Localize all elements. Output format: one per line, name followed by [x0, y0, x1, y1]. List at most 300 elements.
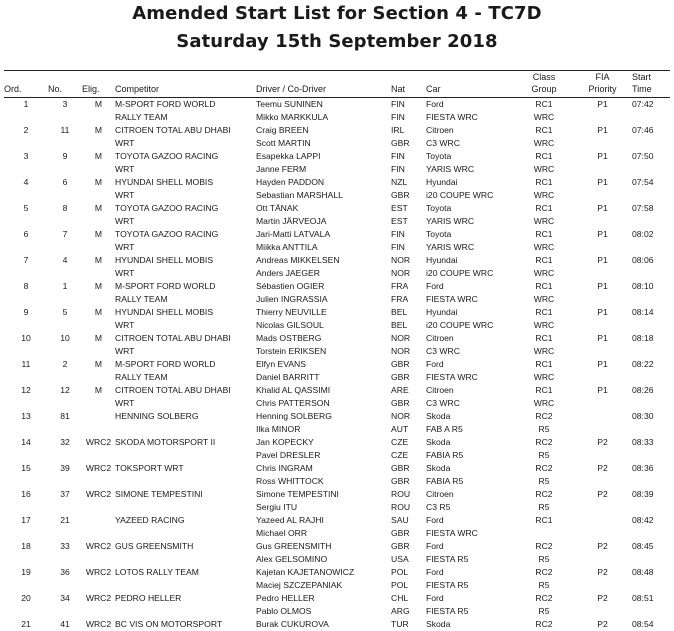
cell-elig: M	[82, 150, 115, 163]
cell-driver: Ott TÄNAK	[256, 202, 391, 215]
cell-empty	[82, 319, 115, 332]
cell-no: 5	[48, 306, 82, 319]
cell-nat: SAU	[391, 514, 426, 527]
table-row-sub	[4, 475, 670, 488]
cell-group: R5	[515, 501, 573, 514]
cell-group: WRC	[515, 215, 573, 228]
cell-nat: NOR	[391, 410, 426, 423]
col-ord: Ord.	[4, 71, 48, 98]
table-row	[4, 566, 670, 579]
cell-empty	[4, 345, 48, 358]
cell-driver: Andreas MIKKELSEN	[256, 254, 391, 267]
cell-nat-codriver: GBR	[391, 371, 426, 384]
cell-empty	[573, 371, 632, 384]
cell-elig: M	[82, 332, 115, 345]
cell-empty	[4, 163, 48, 176]
cell-empty	[48, 475, 82, 488]
cell-priority	[573, 514, 632, 527]
cell-no: 10	[48, 332, 82, 345]
cell-empty	[4, 241, 48, 254]
cell-priority: P1	[573, 332, 632, 345]
cell-no: 32	[48, 436, 82, 449]
cell-codriver: Ross WHITTOCK	[256, 475, 391, 488]
cell-elig: M	[82, 306, 115, 319]
cell-driver: Burak CUKUROVA	[256, 618, 391, 631]
col-car: Car	[426, 71, 515, 98]
table-row-sub	[4, 163, 670, 176]
cell-nat-codriver: GBR	[391, 527, 426, 540]
cell-codriver: Anders JAEGER	[256, 267, 391, 280]
cell-group: WRC	[515, 397, 573, 410]
table-row	[4, 98, 670, 112]
col-class-group-line2: Group	[531, 84, 556, 94]
cell-priority: P2	[573, 592, 632, 605]
table-row-sub	[4, 241, 670, 254]
cell-empty	[4, 423, 48, 436]
cell-codriver: Nicolas GILSOUL	[256, 319, 391, 332]
cell-empty	[632, 189, 670, 202]
cell-car: Skoda	[426, 618, 515, 631]
cell-elig: WRC2	[82, 462, 115, 475]
cell-car-model: FABIA R5	[426, 475, 515, 488]
cell-competitor: CITROEN TOTAL ABU DHABI	[115, 384, 256, 397]
cell-start-time: 07:58	[632, 202, 670, 215]
cell-nat-codriver: FIN	[391, 241, 426, 254]
cell-competitor-line2: RALLY TEAM	[115, 293, 256, 306]
cell-nat: ROU	[391, 488, 426, 501]
cell-empty	[48, 423, 82, 436]
cell-car-model: i20 COUPE WRC	[426, 189, 515, 202]
table-row-sub	[4, 319, 670, 332]
cell-empty	[82, 345, 115, 358]
cell-competitor: CITROEN TOTAL ABU DHABI	[115, 124, 256, 137]
cell-priority: P1	[573, 98, 632, 112]
cell-empty	[4, 189, 48, 202]
cell-elig: M	[82, 280, 115, 293]
cell-group: WRC	[515, 267, 573, 280]
cell-priority: P2	[573, 488, 632, 501]
cell-empty	[82, 605, 115, 618]
cell-empty	[632, 423, 670, 436]
cell-nat-codriver: FIN	[391, 163, 426, 176]
cell-car-model: YARIS WRC	[426, 241, 515, 254]
cell-elig: WRC2	[82, 592, 115, 605]
cell-empty	[4, 319, 48, 332]
cell-codriver: Scott MARTIN	[256, 137, 391, 150]
cell-nat-codriver: GBR	[391, 137, 426, 150]
col-class-group-line1: Class	[533, 72, 556, 82]
cell-car-model: YARIS WRC	[426, 163, 515, 176]
cell-car-model: FAB A R5	[426, 423, 515, 436]
cell-class: RC2	[515, 488, 573, 501]
cell-start-time: 07:50	[632, 150, 670, 163]
cell-car-model: FIESTA WRC	[426, 527, 515, 540]
cell-nat-codriver: AUT	[391, 423, 426, 436]
cell-empty	[48, 163, 82, 176]
cell-empty	[573, 163, 632, 176]
cell-driver: Yazeed AL RAJHI	[256, 514, 391, 527]
cell-nat: NOR	[391, 254, 426, 267]
cell-empty	[4, 579, 48, 592]
cell-class: RC2	[515, 540, 573, 553]
cell-empty	[4, 475, 48, 488]
cell-elig: M	[82, 384, 115, 397]
cell-ord: 17	[4, 514, 48, 527]
cell-group: WRC	[515, 319, 573, 332]
cell-competitor: PEDRO HELLER	[115, 592, 256, 605]
cell-competitor: M-SPORT FORD WORLD	[115, 358, 256, 371]
cell-class: RC1	[515, 150, 573, 163]
cell-empty	[4, 215, 48, 228]
cell-empty	[48, 293, 82, 306]
table-row-sub	[4, 397, 670, 410]
cell-group: WRC	[515, 345, 573, 358]
table-row-sub	[4, 345, 670, 358]
cell-car: Skoda	[426, 410, 515, 423]
cell-no: 8	[48, 202, 82, 215]
table-row	[4, 592, 670, 605]
cell-competitor: SKODA MOTORSPORT II	[115, 436, 256, 449]
cell-nat: ARE	[391, 384, 426, 397]
cell-empty	[632, 293, 670, 306]
cell-empty	[82, 423, 115, 436]
cell-competitor-line2	[115, 605, 256, 618]
cell-no: 1	[48, 280, 82, 293]
cell-nat: FIN	[391, 228, 426, 241]
cell-nat-codriver: BEL	[391, 319, 426, 332]
cell-car-model: FABIA R5	[426, 449, 515, 462]
cell-start-time: 08:14	[632, 306, 670, 319]
table-row	[4, 618, 670, 631]
table-row-sub	[4, 137, 670, 150]
cell-ord: 1	[4, 98, 48, 112]
cell-empty	[82, 189, 115, 202]
cell-class: RC1	[515, 514, 573, 527]
cell-priority: P1	[573, 228, 632, 241]
cell-ord: 14	[4, 436, 48, 449]
cell-ord: 9	[4, 306, 48, 319]
cell-start-time: 08:30	[632, 410, 670, 423]
cell-group: WRC	[515, 111, 573, 124]
cell-competitor: M-SPORT FORD WORLD	[115, 98, 256, 112]
cell-driver: Pedro HELLER	[256, 592, 391, 605]
cell-empty	[4, 371, 48, 384]
cell-no: 33	[48, 540, 82, 553]
cell-competitor: TOKSPORT WRT	[115, 462, 256, 475]
cell-no: 36	[48, 566, 82, 579]
cell-no: 9	[48, 150, 82, 163]
cell-ord: 7	[4, 254, 48, 267]
cell-driver: Chris INGRAM	[256, 462, 391, 475]
cell-nat: GBR	[391, 358, 426, 371]
cell-driver: Teemu SUNINEN	[256, 98, 391, 112]
cell-competitor: YAZEED RACING	[115, 514, 256, 527]
cell-empty	[4, 527, 48, 540]
cell-nat: EST	[391, 202, 426, 215]
cell-nat: GBR	[391, 462, 426, 475]
cell-class: RC2	[515, 462, 573, 475]
cell-empty	[4, 137, 48, 150]
cell-nat-codriver: NOR	[391, 267, 426, 280]
cell-competitor-line2	[115, 553, 256, 566]
cell-competitor: TOYOTA GAZOO RACING	[115, 150, 256, 163]
cell-empty	[82, 267, 115, 280]
cell-empty	[573, 241, 632, 254]
cell-car: Skoda	[426, 436, 515, 449]
table-row-sub	[4, 111, 670, 124]
cell-group: R5	[515, 449, 573, 462]
cell-start-time: 08:48	[632, 566, 670, 579]
cell-no: 12	[48, 384, 82, 397]
cell-competitor-line2	[115, 423, 256, 436]
cell-codriver: Mikko MARKKULA	[256, 111, 391, 124]
col-driver: Driver / Co-Driver	[256, 71, 391, 98]
cell-ord: 21	[4, 618, 48, 631]
cell-competitor-line2: WRT	[115, 137, 256, 150]
cell-car: Ford	[426, 358, 515, 371]
cell-competitor: TOYOTA GAZOO RACING	[115, 202, 256, 215]
cell-codriver: Janne FERM	[256, 163, 391, 176]
cell-car-model: YARIS WRC	[426, 215, 515, 228]
col-start-time-line2: Time	[632, 84, 652, 94]
cell-elig	[82, 514, 115, 527]
cell-group: R5	[515, 423, 573, 436]
table-row-sub	[4, 267, 670, 280]
cell-competitor-line2: RALLY TEAM	[115, 371, 256, 384]
cell-class: RC1	[515, 306, 573, 319]
cell-nat-codriver: FIN	[391, 111, 426, 124]
cell-car: Toyota	[426, 202, 515, 215]
cell-codriver: Alex GELSOMINO	[256, 553, 391, 566]
cell-ord: 2	[4, 124, 48, 137]
cell-car-model: i20 COUPE WRC	[426, 267, 515, 280]
cell-nat-codriver: FRA	[391, 293, 426, 306]
cell-competitor: GUS GREENSMITH	[115, 540, 256, 553]
cell-empty	[82, 163, 115, 176]
cell-empty	[82, 527, 115, 540]
cell-nat: NOR	[391, 332, 426, 345]
cell-empty	[4, 267, 48, 280]
col-elig: Elig.	[82, 71, 115, 98]
cell-priority: P1	[573, 202, 632, 215]
cell-car: Hyundai	[426, 176, 515, 189]
cell-no: 41	[48, 618, 82, 631]
cell-no: 21	[48, 514, 82, 527]
cell-priority: P2	[573, 462, 632, 475]
cell-empty	[632, 475, 670, 488]
cell-car: Citroen	[426, 488, 515, 501]
cell-start-time: 08:22	[632, 358, 670, 371]
cell-car: Toyota	[426, 150, 515, 163]
table-row	[4, 358, 670, 371]
cell-empty	[632, 501, 670, 514]
cell-codriver: Maciej SZCZEPANIAK	[256, 579, 391, 592]
cell-start-time: 07:54	[632, 176, 670, 189]
cell-empty	[82, 371, 115, 384]
cell-priority: P1	[573, 306, 632, 319]
cell-empty	[4, 605, 48, 618]
cell-ord: 13	[4, 410, 48, 423]
cell-nat-codriver: NOR	[391, 345, 426, 358]
cell-group: R5	[515, 605, 573, 618]
cell-elig: M	[82, 358, 115, 371]
cell-priority: P2	[573, 618, 632, 631]
cell-empty	[632, 527, 670, 540]
cell-class: RC1	[515, 280, 573, 293]
col-start-time-line1: Start	[632, 72, 651, 82]
cell-start-time: 08:54	[632, 618, 670, 631]
cell-driver: Khalid AL QASSIMI	[256, 384, 391, 397]
col-start-time	[632, 71, 670, 98]
cell-nat: IRL	[391, 124, 426, 137]
cell-empty	[632, 579, 670, 592]
cell-driver: Gus GREENSMITH	[256, 540, 391, 553]
cell-driver: Elfyn EVANS	[256, 358, 391, 371]
cell-empty	[82, 111, 115, 124]
table-row	[4, 488, 670, 501]
cell-no: 11	[48, 124, 82, 137]
cell-nat: NZL	[391, 176, 426, 189]
table-row	[4, 332, 670, 345]
cell-class: RC1	[515, 176, 573, 189]
cell-empty	[573, 423, 632, 436]
cell-empty	[82, 215, 115, 228]
cell-codriver: Sergiu ITU	[256, 501, 391, 514]
table-row	[4, 540, 670, 553]
cell-start-time: 07:42	[632, 98, 670, 112]
cell-class: RC1	[515, 384, 573, 397]
cell-car-model: FIESTA R5	[426, 605, 515, 618]
cell-nat: GBR	[391, 540, 426, 553]
cell-codriver: Martin JÄRVEOJA	[256, 215, 391, 228]
cell-driver: Esapekka LAPPI	[256, 150, 391, 163]
cell-elig: M	[82, 98, 115, 112]
cell-car: Ford	[426, 566, 515, 579]
cell-empty	[632, 449, 670, 462]
cell-empty	[573, 267, 632, 280]
table-row-sub	[4, 579, 670, 592]
table-row-sub	[4, 293, 670, 306]
cell-empty	[632, 605, 670, 618]
cell-group: WRC	[515, 137, 573, 150]
cell-competitor-line2	[115, 449, 256, 462]
col-nat: Nat	[391, 71, 426, 98]
cell-codriver: Michael ORR	[256, 527, 391, 540]
cell-driver: Kajetan KAJETANOWICZ	[256, 566, 391, 579]
cell-empty	[573, 527, 632, 540]
cell-priority: P1	[573, 176, 632, 189]
cell-nat-codriver: GBR	[391, 189, 426, 202]
cell-competitor: HYUNDAI SHELL MOBIS	[115, 176, 256, 189]
cell-competitor-line2: WRT	[115, 163, 256, 176]
cell-class: RC2	[515, 592, 573, 605]
cell-competitor-line2: RALLY TEAM	[115, 111, 256, 124]
cell-group: WRC	[515, 293, 573, 306]
cell-competitor: HYUNDAI SHELL MOBIS	[115, 254, 256, 267]
cell-group: WRC	[515, 371, 573, 384]
cell-empty	[573, 215, 632, 228]
cell-empty	[82, 579, 115, 592]
cell-competitor-line2	[115, 579, 256, 592]
cell-competitor-line2	[115, 527, 256, 540]
page-title: Amended Start List for Section 4 - TC7D	[0, 3, 674, 24]
cell-car-model: FIESTA R5	[426, 579, 515, 592]
cell-car-model: C3 R5	[426, 501, 515, 514]
table-row	[4, 228, 670, 241]
cell-empty	[632, 553, 670, 566]
cell-class: RC1	[515, 98, 573, 112]
table-row-sub	[4, 371, 670, 384]
cell-ord: 15	[4, 462, 48, 475]
cell-class: RC2	[515, 436, 573, 449]
cell-elig: M	[82, 176, 115, 189]
cell-empty	[573, 319, 632, 332]
cell-group	[515, 527, 573, 540]
cell-ord: 19	[4, 566, 48, 579]
cell-car-model: i20 COUPE WRC	[426, 319, 515, 332]
cell-codriver: Chris PATTERSON	[256, 397, 391, 410]
cell-start-time: 08:36	[632, 462, 670, 475]
cell-empty	[48, 579, 82, 592]
cell-driver: Henning SOLBERG	[256, 410, 391, 423]
cell-empty	[82, 397, 115, 410]
cell-competitor-line2	[115, 501, 256, 514]
cell-nat: TUR	[391, 618, 426, 631]
table-row	[4, 384, 670, 397]
cell-nat-codriver: USA	[391, 553, 426, 566]
cell-empty	[82, 475, 115, 488]
cell-empty	[48, 397, 82, 410]
cell-empty	[48, 345, 82, 358]
cell-competitor: CITROEN TOTAL ABU DHABI	[115, 332, 256, 345]
cell-competitor: LOTOS RALLY TEAM	[115, 566, 256, 579]
cell-ord: 10	[4, 332, 48, 345]
cell-nat: POL	[391, 566, 426, 579]
cell-class: RC2	[515, 566, 573, 579]
table-body	[4, 98, 670, 631]
cell-empty	[82, 241, 115, 254]
cell-start-time: 08:18	[632, 332, 670, 345]
cell-priority: P2	[573, 540, 632, 553]
cell-no: 7	[48, 228, 82, 241]
cell-car-model: FIESTA WRC	[426, 293, 515, 306]
cell-empty	[573, 579, 632, 592]
cell-empty	[48, 527, 82, 540]
table-row-sub	[4, 553, 670, 566]
cell-empty	[48, 267, 82, 280]
table-row	[4, 462, 670, 475]
cell-empty	[48, 215, 82, 228]
cell-car: Citroen	[426, 332, 515, 345]
cell-elig: WRC2	[82, 436, 115, 449]
cell-car: Citroen	[426, 124, 515, 137]
cell-class: RC2	[515, 618, 573, 631]
cell-driver: Mads OSTBERG	[256, 332, 391, 345]
cell-elig: WRC2	[82, 566, 115, 579]
table-row	[4, 306, 670, 319]
col-fia-priority-line2: Priority	[588, 84, 616, 94]
cell-priority: P2	[573, 436, 632, 449]
cell-nat: FRA	[391, 280, 426, 293]
cell-empty	[632, 267, 670, 280]
cell-empty	[4, 449, 48, 462]
cell-empty	[82, 501, 115, 514]
cell-class: RC1	[515, 332, 573, 345]
cell-car-model: C3 WRC	[426, 137, 515, 150]
cell-car: Ford	[426, 514, 515, 527]
cell-priority: P1	[573, 384, 632, 397]
cell-no: 37	[48, 488, 82, 501]
